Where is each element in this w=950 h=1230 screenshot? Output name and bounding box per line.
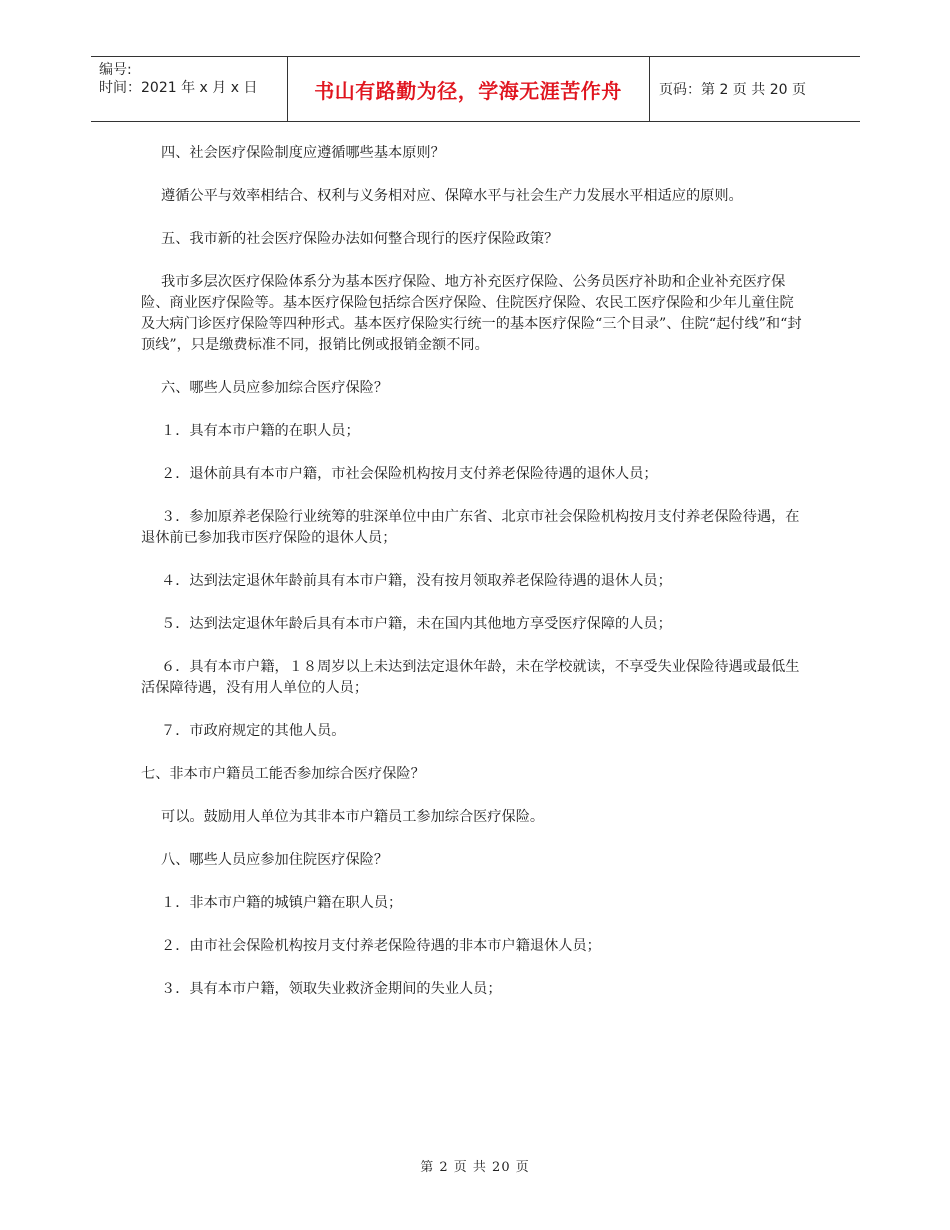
answer-paragraph: 我市多层次医疗保险体系分为基本医疗保险、地方补充医疗保险、公务员医疗补助和企业补充医疗保险、商业医疗保险等。基本医疗保险包括综合医疗保险、住院医疗保险、农民工医疗保险和少年儿童住院及大病门诊医疗保险等四种形式。基本医疗保险实行统一的基本医疗保险“三个目录”、住院“起付线”和“封顶线”，只是缴费标准不同，报销比例或报销金额不同。 xyxy=(141,274,802,353)
header-divider xyxy=(649,57,650,121)
header-page-info: 页码：第 2 页 共 20 页 xyxy=(659,82,806,98)
time-label: 时间：2021 年 x 月 x 日 xyxy=(99,80,258,96)
list-item: ２．退休前具有本市户籍，市社会保险机构按月支付养老保险待遇的退休人员； xyxy=(161,466,658,482)
list-item: ２．由市社会保险机构按月支付养老保险待遇的非本市户籍退休人员； xyxy=(161,938,601,954)
page-header xyxy=(91,56,860,122)
document-body xyxy=(141,143,806,1000)
header-motto: 书山有路勤为径，学海无涯苦作舟 xyxy=(314,78,622,103)
answer-paragraph: 遵循公平与效率相结合、权利与义务相对应、保障水平与社会生产力发展水平相适应的原则。 xyxy=(161,188,743,204)
footer-page-number: 第 2 页 共 20 页 xyxy=(420,1160,530,1175)
list-item: ６．具有本市户籍，１８周岁以上未达到法定退休年龄，未在学校就读，不享受失业保险待遇或最低生活保障待遇，没有用人单位的人员； xyxy=(141,659,800,696)
serial-label: 编号: xyxy=(99,62,132,78)
question-heading: 五、我市新的社会医疗保险办法如何整合现行的医疗保险政策？ xyxy=(161,231,559,247)
list-item: ７．市政府规定的其他人员。 xyxy=(161,723,346,739)
list-item: １．具有本市户籍的在职人员； xyxy=(161,423,360,439)
list-item: ３．参加原养老保险行业统筹的驻深单位中由广东省、北京市社会保险机构按月支付养老保险待遇，在退休前已参加我市医疗保险的退休人员； xyxy=(141,509,800,546)
question-heading: 八、哪些人员应参加住院医疗保险？ xyxy=(161,852,389,868)
list-item: ３．具有本市户籍，领取失业救济金期间的失业人员； xyxy=(161,981,502,997)
answer-paragraph: 可以。鼓励用人单位为其非本市户籍员工参加综合医疗保险。 xyxy=(161,809,545,825)
list-item: ５．达到法定退休年龄后具有本市户籍，未在国内其他地方享受医疗保障的人员； xyxy=(161,616,672,632)
question-heading: 六、哪些人员应参加综合医疗保险？ xyxy=(161,380,389,396)
question-heading: 七、非本市户籍员工能否参加综合医疗保险？ xyxy=(141,766,425,782)
question-heading: 四、社会医疗保险制度应遵循哪些基本原则？ xyxy=(161,145,445,161)
header-meta xyxy=(99,61,257,97)
list-item: ４．达到法定退休年龄前具有本市户籍，没有按月领取养老保险待遇的退休人员； xyxy=(161,573,672,589)
page-footer xyxy=(0,1156,950,1175)
list-item: １．非本市户籍的城镇户籍在职人员； xyxy=(161,895,403,911)
